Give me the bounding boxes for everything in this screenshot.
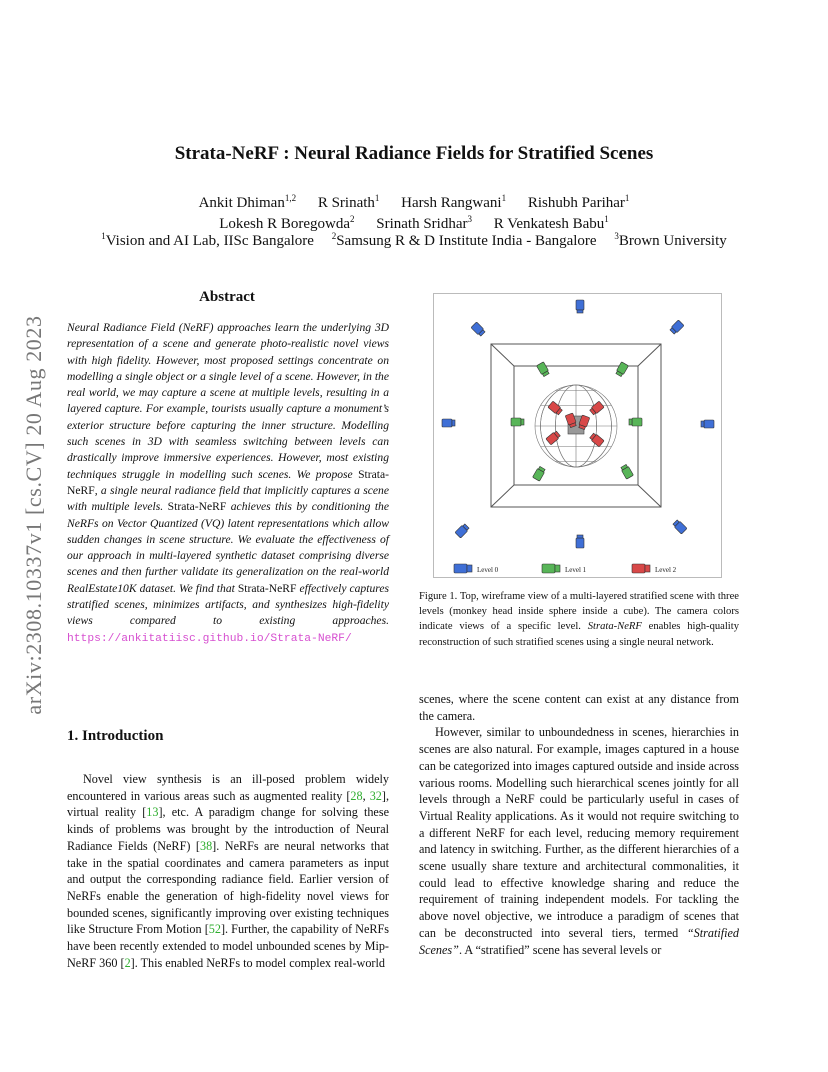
right-column-body: scenes, where the scene content can exist at any distance from the camera. However, similar to unboundedness in scenes, hierarchies in scenes are also natural. For example, images captured in a house can be categorized into images captured outside and inside across various rooms. Modelling such hierarchical scenes jointly for all levels through a NeRF could be particularly useful in cases of Virtual Reality applications. As it would not require switching to a different NeRF for each level, reducing memory requirement and latency in switching. Further, as the different hierarchies of a scene usually share texture and architectural commonalities, it could lead to effective knowledge sharing and reduce the requirement of training independent models. For tackling the above novel objective, we introduce a paradigm of scenes that can be deconstructed into several tiers, termed “Stratified Scenes”. A “stratified” scene has several levels or: [419, 692, 739, 957]
affiliation-list: [0, 233, 828, 250]
camera-level-1-icon: [511, 418, 524, 426]
camera-level-0-icon: [669, 320, 684, 335]
introduction-body: Novel view synthesis is an ill-posed problem widely encountered in various areas such as augmented reality [28, 32], virtual reality [13], etc. A paradigm change for solving these kinds of problems was brought by the introduction of Neural Radiance Fields (NeRF) [38]. NeRFs are neural networks that take in the spatial coordinates and camera parameters as input and output the corresponding radiance field. Earlier version of NeRFs enable the generation of high-fidelity novel views for bounded scenes, significantly improving over existing techniques like Structure From Motion [52]. Further, the capability of NeRFs have been recently extended to model unbounded scenes by Mip-NeRF 360 [2]. This enabled NeRFs to model complex real-world: [67, 772, 390, 970]
arxiv-stamp: [10, 270, 58, 760]
author: Rishubh Parihar$^1$: [527, 193, 630, 211]
camera-level-2-icon: [589, 401, 604, 415]
legend-level-0: Level 0: [477, 566, 499, 574]
citation-link[interactable]: 13: [146, 805, 159, 820]
camera-level-0-icon: [576, 535, 584, 548]
author: Lokesh R Boregowda$^2$: [219, 214, 355, 232]
affiliation: $^2$Samsung R & D Institute India - Bangalore: [331, 231, 597, 249]
affiliation: $^3$Brown University: [614, 231, 727, 249]
affiliation: $^1$Vision and AI Lab, IISc Bangalore: [101, 231, 314, 249]
legend-camera-icon: [542, 564, 555, 573]
author: R Venkatesh Babu$^1$: [493, 214, 609, 232]
abstract-heading: Abstract: [199, 289, 255, 305]
citation-link[interactable]: 2: [124, 955, 131, 970]
camera-level-0-icon: [576, 300, 584, 313]
author: R Srinath$^1$: [317, 193, 380, 211]
citation-link[interactable]: 52: [208, 922, 221, 937]
camera-level-0-icon: [672, 519, 687, 534]
wireframe-sphere: [535, 385, 617, 467]
legend-level-2: Level 2: [655, 566, 677, 574]
camera-level-2-icon: [589, 432, 604, 446]
camera-level-0-icon: [471, 322, 486, 337]
figure-legend: [454, 564, 677, 574]
arxiv-stamp-text: arXiv:2308.10337v1 [cs.CV] 20 Aug 2023: [21, 315, 46, 715]
project-link[interactable]: https://ankitatiisc.github.io/Strata-NeRF/: [67, 632, 352, 645]
figure-1-wireframe: [433, 293, 722, 578]
abstract-body: Neural Radiance Field (NeRF) approaches learn the underlying 3D representation of a scene and generate photo-realistic novel views with high fidelity. However, most proposed settings concentrate on modelling a single object or a single level of a scene. However, in the real world, we may capture a scene at multiple levels, resulting in a layered capture. For example, tourists usually capture a monument’s exterior structure before capturing the inner structure. Modelling such scenes in 3D with seamless switching between levels can drastically improve immersive experiences. However, most existing techniques struggle in modelling such scenes. We propose Strata-NeRF, a single neural radiance field that implicitly captures a scene with multiple levels. Strata-NeRF achieves this by conditioning the NeRFs on Vector Quantized (VQ) latent representations which allow sudden changes in scene structure. We evaluate the effectiveness of our approach in multi-layered synthetic dataset comprising diverse scenes and then further validate its generalization on the real-world RealEstate10K dataset. We find that Strata-NeRF effectively captures stratified scenes, minimizes artifacts, and synthesizes high-fidelity views compared to existing approaches. https://ankitatiisc.github.io/Strata-NeRF/: [67, 321, 389, 645]
camera-level-1-icon: [620, 464, 633, 479]
wireframe-diagram: [434, 294, 721, 577]
camera-level-2-icon: [546, 430, 561, 444]
camera-level-1-icon: [537, 362, 550, 377]
figure-caption: Figure 1. Top, wireframe view of a multi-layered stratified scene with three levels (monkey head inside sphere inside a cube). The camera colors indicate views of a specific level. Strata-NeRF enables high-quality reconstruction of such stratified scenes using a single neural network.: [419, 591, 739, 648]
legend-camera-icon: [467, 565, 472, 572]
camera-level-0-icon: [701, 420, 714, 428]
paper-title: Strata-NeRF : Neural Radiance Fields for Stratified Scenes: [174, 143, 654, 164]
camera-level-1-icon: [615, 362, 628, 377]
camera-level-0-icon: [442, 419, 455, 427]
legend-camera-icon: [632, 564, 645, 573]
introduction-heading: 1. Introduction: [67, 728, 164, 744]
author: Ankit Dhiman$^{1,2}$: [198, 193, 297, 211]
legend-camera-icon: [555, 565, 560, 572]
camera-level-2-icon: [548, 401, 563, 415]
camera-level-1-icon: [629, 418, 642, 426]
citation-link[interactable]: 32: [369, 788, 382, 803]
legend-camera-icon: [454, 564, 467, 573]
author: Srinath Sridhar$^3$: [376, 214, 472, 232]
author-list: [0, 193, 828, 235]
citation-link[interactable]: 38: [199, 838, 213, 853]
legend-level-1: Level 1: [565, 566, 587, 574]
camera-level-0-icon: [455, 523, 470, 538]
camera-level-1-icon: [533, 466, 546, 481]
author: Harsh Rangwani$^1$: [401, 193, 507, 211]
legend-camera-icon: [645, 565, 650, 572]
citation-link[interactable]: 28: [350, 788, 363, 803]
